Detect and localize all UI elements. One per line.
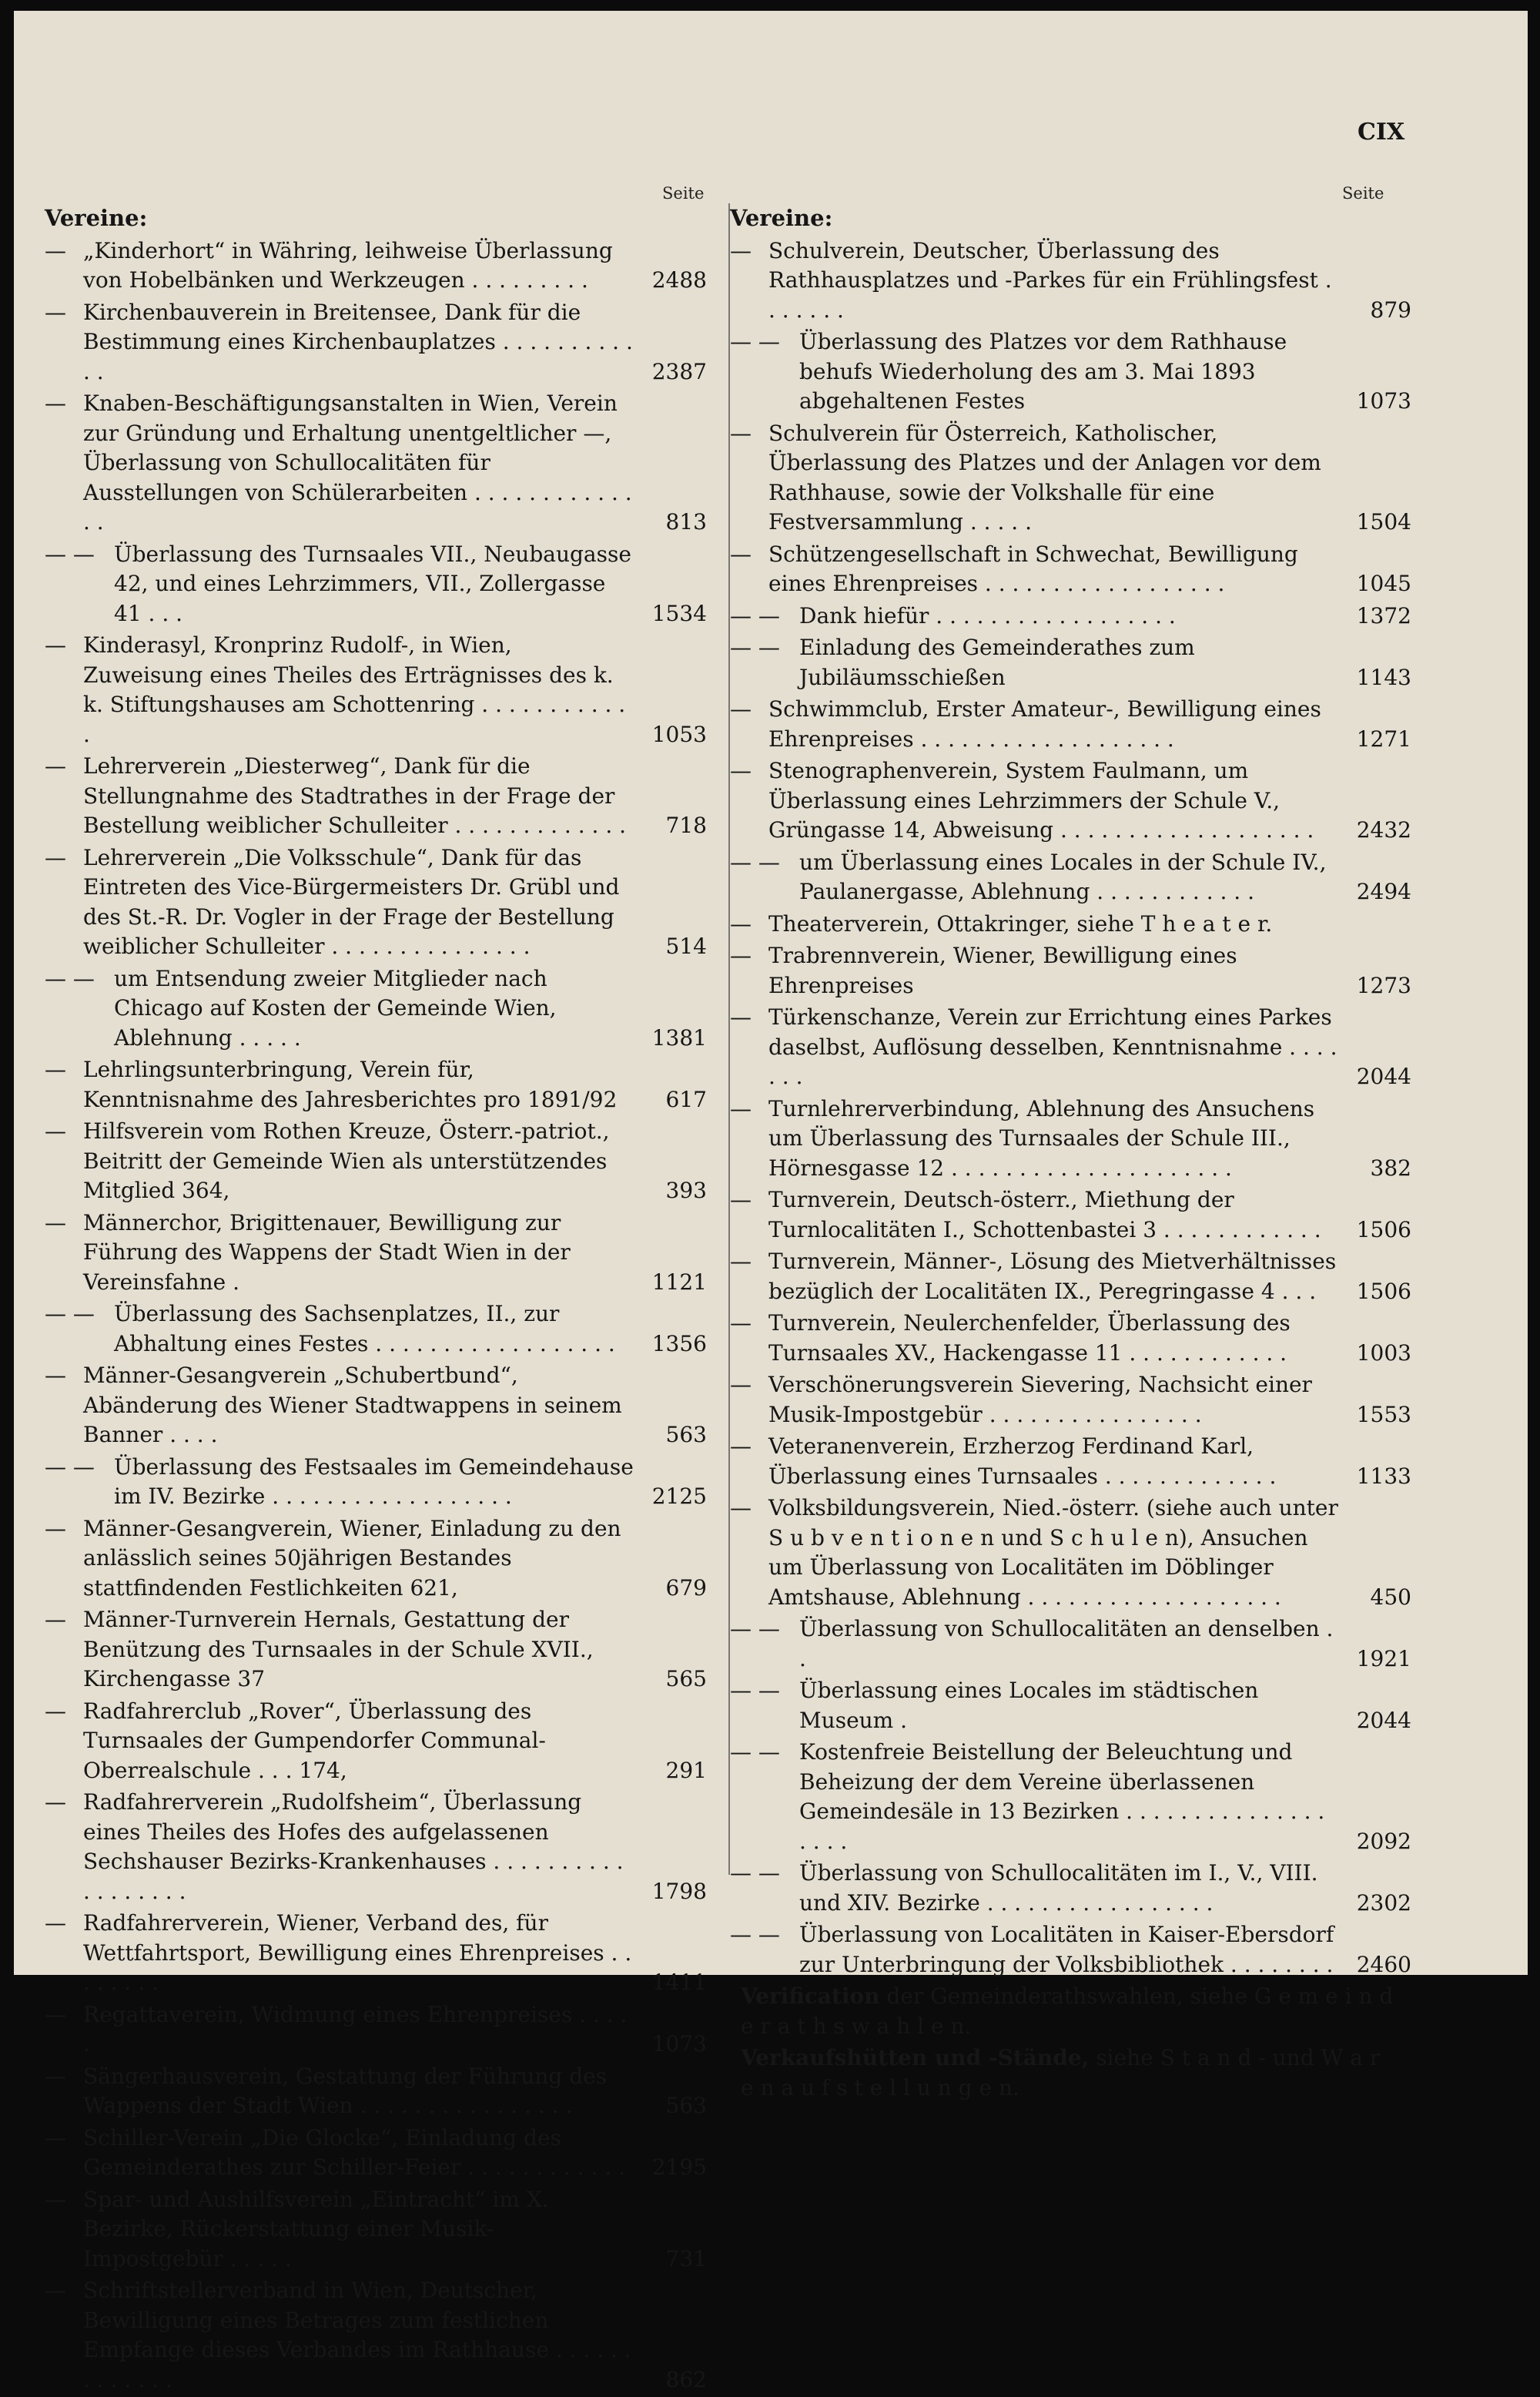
entry-dash: — xyxy=(730,1249,752,1274)
index-entry xyxy=(730,1247,1411,1306)
entry-dash: — xyxy=(45,1607,66,1632)
entry-dash: — xyxy=(730,910,752,937)
index-entry xyxy=(45,1117,707,1206)
index-entry xyxy=(45,389,707,538)
entry-text: Kirchenbauverein in Breitensee, Dank für die Bestimmung eines Kirchenbauplatzes . . . . . . . . . . . . xyxy=(83,299,633,384)
index-entry xyxy=(730,1309,1411,1368)
index-entry xyxy=(730,1738,1411,1856)
index-entry xyxy=(45,2062,707,2121)
entry-text: Männerchor, Brigittenauer, Bewilligung zur Führung des Wappens der Stadt Wien in der Vereinsfahne . xyxy=(83,1209,571,1295)
entry-text: Überlassung des Platzes vor dem Rathhause behufs Wiederholung des am 3. Mai 1893 abgehaltenen Festes xyxy=(799,329,1287,414)
entry-page-ref: 1073 xyxy=(1356,388,1411,414)
entry-dash: — xyxy=(45,1515,66,1541)
entry-page-ref: 1553 xyxy=(1356,1401,1411,1427)
entry-text: Lehrerverein „Diesterweg“, Dank für die Stellungnahme des Stadtrathes in der Frage der Bestellung weiblicher Schulleiter . . . . . . . . . . . . . xyxy=(83,753,627,838)
cross-reference-term: Verification xyxy=(741,1983,880,2009)
entry-text: Stenographenverein, System Faulmann, um Überlassung eines Lehrzimmers der Schule V., Grüngasse 14, Abweisung . . . . . . . . . . . . . . . . . . . xyxy=(768,758,1314,843)
entry-text: Überlassung des Turnsaales VII., Neubaugasse 42, und eines Lehrzimmers, VII., Zollergasse 41 . . . xyxy=(114,541,631,626)
entry-text: Überlassung von Schullocalitäten im I., V., VIII. und XIV. Bezirke . . . . . . . . . . . . . . . . . xyxy=(799,1860,1318,1916)
cross-reference-entry xyxy=(730,1982,1411,2041)
index-entry xyxy=(45,1788,707,1906)
entry-text: Sängerhausverein, Gestattung der Führung des Wappens der Stadt Wien . . . . . . . . . . . . . . . . xyxy=(83,2063,608,2118)
entry-text: Spar- und Aushilfsverein „Eintracht“ im X. Bezirke, Rückerstattung einer Musik-Impostgebür . . . . . xyxy=(83,2186,549,2271)
entry-dash: — xyxy=(45,391,66,416)
index-entry xyxy=(730,941,1411,1001)
entry-text: Verschönerungsverein Sievering, Nachsicht einer Musik-Impostgebür . . . . . . . . . . . . . . . . xyxy=(768,1372,1312,1427)
entry-page-ref: 2195 xyxy=(651,2154,707,2180)
entry-page-ref: 1121 xyxy=(651,1269,707,1295)
index-entry xyxy=(45,1453,707,1512)
entry-text: Regattaverein, Widmung eines Ehrenpreises . . . . . xyxy=(83,2001,628,2057)
entry-page-ref: 2432 xyxy=(1356,817,1411,843)
index-entry xyxy=(45,2000,707,2060)
entry-page-ref: 1356 xyxy=(651,1330,707,1356)
entry-dash: — xyxy=(730,1495,752,1520)
entry-page-ref: 862 xyxy=(665,2366,707,2392)
entry-text: Turnverein, Neulerchenfelder, Überlassung des Turnsaales XV., Hackengasse 11 . . . . . . . . . . . . xyxy=(768,1310,1291,1366)
entry-page-ref: 1271 xyxy=(1356,726,1411,752)
entry-dash: — — xyxy=(45,541,95,567)
entry-page-ref: 1506 xyxy=(1356,1278,1411,1304)
entry-dash: — xyxy=(730,541,752,567)
index-entry xyxy=(45,1055,707,1115)
entry-page-ref: 565 xyxy=(665,1666,707,1691)
entry-dash: — xyxy=(45,2001,66,2027)
entry-dash: — xyxy=(730,420,752,446)
entry-page-ref: 2044 xyxy=(1356,1707,1411,1733)
entry-dash: — xyxy=(45,753,66,779)
entry-page-ref: 1921 xyxy=(1356,1645,1411,1671)
entry-dash: — xyxy=(45,2124,66,2151)
entry-text: um Entsendung zweier Mitglieder nach Chicago auf Kosten der Gemeinde Wien, Ablehnung . . . . . xyxy=(114,965,557,1051)
entry-dash: — — xyxy=(730,602,780,629)
entry-dash: — xyxy=(730,1187,752,1212)
entry-page-ref: 1534 xyxy=(651,600,707,626)
entry-page-ref: 679 xyxy=(665,1574,707,1601)
entry-dash: — xyxy=(45,632,66,658)
entry-page-ref: 1381 xyxy=(651,1024,707,1051)
index-entry xyxy=(730,1494,1411,1612)
entry-page-ref: 813 xyxy=(665,509,707,535)
entry-page-ref: 382 xyxy=(1370,1155,1411,1181)
entry-page-ref: 1372 xyxy=(1356,602,1411,629)
entry-page-ref: 2460 xyxy=(1356,1951,1411,1977)
index-entry xyxy=(45,1605,707,1695)
index-entry xyxy=(730,1370,1411,1430)
entry-text: Männer-Gesangverein „Schubertbund“, Abänderung des Wiener Stadtwappens in seinem Banner . . . . xyxy=(83,1363,622,1447)
entry-dash: — xyxy=(730,758,752,783)
entry-dash: — — xyxy=(730,329,780,354)
entry-dash: — — xyxy=(730,849,780,875)
entry-text: Schriftstellerverband in Wien, Deutscher, Bewilligung eines Betrages zum festlichen Empfange dieses Verbandes im Rathhause . . . . . . . . . . . . . xyxy=(83,2278,631,2392)
entry-page-ref: 2302 xyxy=(1356,1889,1411,1916)
index-entry xyxy=(730,695,1411,754)
seite-label-right: Seite xyxy=(1342,184,1384,203)
entry-dash: — xyxy=(45,1057,66,1082)
index-entry xyxy=(45,298,707,387)
seite-label-left: Seite xyxy=(662,184,705,203)
entry-text: Einladung des Gemeinderathes zum Jubiläumsschießen xyxy=(799,635,1195,690)
entry-dash: — xyxy=(45,2063,66,2089)
entry-page-ref: 563 xyxy=(665,2093,707,2118)
entry-dash: — — xyxy=(730,1616,780,1641)
entry-dash: — xyxy=(45,1698,66,1724)
right-heading: Vereine: xyxy=(730,205,833,231)
left-column xyxy=(45,203,707,2397)
entry-text: Männer-Turnverein Hernals, Gestattung der Benützung des Turnsaales in der Schule XVII., Kirchengasse 37 xyxy=(83,1607,594,1691)
index-entry xyxy=(730,1185,1411,1245)
cross-reference-entry xyxy=(730,2043,1411,2103)
entry-page-ref: 2092 xyxy=(1356,1828,1411,1854)
entry-page-ref: 731 xyxy=(665,2245,707,2271)
entry-dash: — xyxy=(730,1004,752,1030)
entry-text: Veteranenverein, Erzherzog Ferdinand Karl, Überlassung eines Turnsaales . . . . . . . . . . . . . xyxy=(768,1433,1277,1489)
index-entry xyxy=(45,236,707,296)
entry-text: Männer-Gesangverein, Wiener, Einladung zu den anlässlich seines 50jährigen Bestandes stattfindenden Festlichkeiten 621, xyxy=(83,1515,621,1601)
index-entry xyxy=(730,1003,1411,1092)
cross-reference-text: siehe S t a n d - und W a r e n a u f s t e l l u n g e n. xyxy=(741,2045,1381,2100)
entry-text: Dank hiefür . . . . . . . . . . . . . . . . . . xyxy=(799,602,1176,629)
entry-page-ref: 617 xyxy=(665,1086,707,1112)
entry-dash: — xyxy=(45,2186,66,2212)
entry-dash: — xyxy=(730,237,752,263)
entry-page-ref: 2044 xyxy=(1356,1064,1411,1089)
entry-dash: — xyxy=(730,1372,752,1397)
entry-dash: — — xyxy=(730,1922,780,1947)
index-entry xyxy=(730,1676,1411,1735)
entry-dash: — xyxy=(45,2278,66,2303)
entry-text: Überlassung des Festsaales im Gemeindehause im IV. Bezirke . . . . . . . . . . . . . . . . . . xyxy=(114,1453,634,1509)
entry-text: Theaterverein, Ottakringer, siehe T h e a t e r. xyxy=(768,910,1273,937)
entry-page-ref: 1504 xyxy=(1356,509,1411,535)
entry-page-ref: 1133 xyxy=(1356,1463,1411,1489)
entry-page-ref: 450 xyxy=(1370,1584,1411,1610)
index-entry xyxy=(730,1859,1411,1918)
entry-dash: — xyxy=(730,1095,752,1121)
entry-page-ref: 1003 xyxy=(1356,1339,1411,1366)
entry-text: Trabrennverein, Wiener, Bewilligung eines Ehrenpreises xyxy=(768,943,1237,998)
entry-text: Radfahrerverein, Wiener, Verband des, für Wettfahrtsport, Bewilligung eines Ehrenpreises . . . . . . . . xyxy=(83,1910,632,1995)
index-entry xyxy=(45,1299,707,1359)
entry-text: Schiller-Verein „Die Glocke“, Einladung des Gemeinderathes zur Schiller-Feier . . . . . . . . . . . . xyxy=(83,2124,625,2180)
entry-dash: — xyxy=(730,1310,752,1336)
entry-text: Türkenschanze, Verein zur Errichtung eines Parkes daselbst, Auflösung desselben, Kenntnisnahme . . . . . . . xyxy=(768,1004,1337,1089)
index-entry xyxy=(730,236,1411,326)
entry-page-ref: 879 xyxy=(1370,297,1411,323)
entry-dash: — — xyxy=(730,1739,780,1765)
entry-text: Kostenfreie Beistellung der Beleuchtung und Beheizung der dem Vereine überlassenen Gemeindesäle in 13 Bezirken . . . . . . . . . . . . . . . . . . . xyxy=(799,1739,1325,1854)
entry-text: Überlassung des Sachsenplatzes, II., zur Abhaltung eines Festes . . . . . . . . . . . . . . . . . . xyxy=(114,1301,615,1356)
entry-page-ref: 1506 xyxy=(1356,1216,1411,1242)
index-entry xyxy=(45,2185,707,2275)
index-entry xyxy=(45,2124,707,2183)
cross-reference-term: Verkaufshütten und -Stände, xyxy=(741,2045,1090,2070)
entry-dash: — xyxy=(45,1910,66,1936)
index-entry xyxy=(730,848,1411,907)
entry-page-ref: 1073 xyxy=(651,2031,707,2057)
entry-text: Turnlehrerverbindung, Ablehnung des Ansuchens um Überlassung des Turnsaales der Schule III., Hörnesgasse 12 . . . . . . . . . . . . . . . . . . . . . xyxy=(768,1095,1315,1181)
entry-text: Schulverein, Deutscher, Überlassung des Rathhausplatzes und -Parkes für ein Frühlingsfest . . . . . . . xyxy=(768,237,1332,323)
index-entry xyxy=(45,2276,707,2395)
entry-text: Volksbildungsverein, Nied.-österr. (siehe auch unter S u b v e n t i o n e n und S c h u l e n), Ansuchen um Überlassung von Localitäten im Döblinger Amtshause, Ablehnung . . . . . . . . . . . . . . . . . . . xyxy=(768,1495,1338,1610)
index-entry xyxy=(45,1514,707,1604)
entry-text: Lehrlingsunterbringung, Verein für, Kenntnisnahme des Jahresberichtes pro 1891/92 xyxy=(83,1057,618,1112)
entry-dash: — xyxy=(730,943,752,968)
entry-dash: — xyxy=(45,1363,66,1388)
cross-reference-text: der Gemeinderathswahlen, siehe G e m e i n d e r a t h s w a h l e n. xyxy=(741,1983,1394,2039)
entry-dash: — xyxy=(730,696,752,722)
entry-dash: — xyxy=(45,1118,66,1144)
entry-dash: — — xyxy=(45,965,95,991)
entry-text: Hilfsverein vom Rothen Kreuze, Österr.-patriot., Beitritt der Gemeinde Wien als unterstützendes Mitglied 364, xyxy=(83,1118,610,1203)
entry-dash: — xyxy=(45,1789,66,1815)
entry-text: Überlassung eines Locales im städtischen Museum . xyxy=(799,1678,1259,1733)
entry-text: Schützengesellschaft in Schwechat, Bewilligung eines Ehrenpreises . . . . . . . . . . . . . . . . . . xyxy=(768,541,1298,596)
entry-dash: — xyxy=(45,844,66,870)
index-entry xyxy=(730,602,1411,632)
index-entry xyxy=(730,633,1411,692)
entry-text: Knaben-Beschäftigungsanstalten in Wien, Verein zur Gründung und Erhaltung unentgeltlicher —, Überlassung von Schullocalitäten für Ausstellungen von Schülerarbeiten . . . . . . . . . . . . . . xyxy=(83,391,632,535)
index-entry xyxy=(45,1697,707,1786)
index-page xyxy=(14,11,1528,2392)
entry-text: Radfahrerclub „Rover“, Überlassung des Turnsaales der Gumpendorfer Communal-Oberrealschule . . . 174, xyxy=(83,1698,546,1783)
entry-text: Kinderasyl, Kronprinz Rudolf-, in Wien, Zuweisung eines Theiles des Erträgnisses des k. k. Stiftungshauses am Schottenring . . . . . . . . . . . . xyxy=(83,632,626,747)
index-entry xyxy=(45,1209,707,1298)
index-entry xyxy=(730,1614,1411,1674)
index-entry xyxy=(45,843,707,962)
entry-text: Turnverein, Deutsch-österr., Miethung der Turnlocalitäten I., Schottenbastei 3 . . . . . . . . . . . . xyxy=(768,1187,1321,1242)
entry-dash: — — xyxy=(730,1860,780,1886)
index-entry xyxy=(730,419,1411,538)
entry-page-ref: 393 xyxy=(665,1178,707,1203)
entry-text: „Kinderhort“ in Währing, leihweise Überlassung von Hobelbänken und Werkzeugen . . . . . . . . . xyxy=(83,237,613,293)
index-entry xyxy=(730,1432,1411,1491)
index-entry xyxy=(730,910,1411,940)
entry-text: Schwimmclub, Erster Amateur-, Bewilligung eines Ehrenpreises . . . . . . . . . . . . . . . . . . . xyxy=(768,696,1321,752)
index-entry xyxy=(730,1095,1411,1184)
entry-page-ref: 2488 xyxy=(651,267,707,293)
index-entry xyxy=(45,1361,707,1450)
index-entry xyxy=(45,964,707,1054)
entry-dash: — xyxy=(730,1433,752,1459)
entry-text: Schulverein für Österreich, Katholischer, Überlassung des Platzes und der Anlagen vor dem Rathhause, sowie der Volkshalle für eine Festversammlung . . . . . xyxy=(768,420,1321,535)
index-entry xyxy=(45,540,707,629)
entry-dash: — xyxy=(45,237,66,263)
entry-page-ref: 1053 xyxy=(651,721,707,747)
entry-dash: — — xyxy=(730,1678,780,1703)
entry-page-ref: 1045 xyxy=(1356,571,1411,596)
entry-page-ref: 1798 xyxy=(651,1878,707,1904)
entry-page-ref: 1273 xyxy=(1356,972,1411,998)
entry-page-ref: 2387 xyxy=(651,358,707,384)
entry-dash: — xyxy=(45,1209,66,1235)
index-entry xyxy=(45,752,707,841)
entry-page-ref: 514 xyxy=(665,934,707,959)
entry-dash: — — xyxy=(45,1301,95,1326)
entry-text: Überlassung von Schullocalitäten an denselben . . xyxy=(799,1616,1334,1671)
entry-page-ref: 291 xyxy=(665,1757,707,1783)
index-entry xyxy=(45,631,707,749)
entry-dash: — xyxy=(45,299,66,325)
entry-page-ref: 563 xyxy=(665,1422,707,1447)
entry-text: Turnverein, Männer-, Lösung des Mietverhältnisses bezüglich der Localitäten IX., Peregringasse 4 . . . xyxy=(768,1249,1337,1304)
page-number: CIX xyxy=(1358,119,1405,146)
entry-page-ref: 718 xyxy=(665,813,707,838)
index-entry xyxy=(730,756,1411,846)
entry-text: Radfahrerverein „Rudolfsheim“, Überlassung eines Theiles des Hofes des aufgelassenen Sechshauser Bezirks-Krankenhauses . . . . . . . . . . . . . . . . . . xyxy=(83,1789,624,1904)
entry-text: Überlassung von Localitäten in Kaiser-Ebersdorf zur Unterbringung der Volksbibliothek . . . . . . . . xyxy=(799,1922,1334,1977)
index-entry xyxy=(730,1920,1411,1980)
index-entry xyxy=(730,327,1411,417)
entry-page-ref: 1411 xyxy=(651,1970,707,1995)
entry-page-ref: 2494 xyxy=(1356,879,1411,904)
index-entry xyxy=(45,1909,707,1998)
left-heading: Vereine: xyxy=(45,205,148,231)
right-column xyxy=(730,203,1411,2105)
index-entry xyxy=(730,540,1411,599)
entry-dash: — — xyxy=(45,1453,95,1480)
entry-page-ref: 1143 xyxy=(1356,664,1411,690)
entry-text: um Überlassung eines Locales in der Schule IV., Paulanergasse, Ablehnung . . . . . . . . . . . . xyxy=(799,849,1327,904)
entry-text: Lehrerverein „Die Volksschule“, Dank für das Eintreten des Vice-Bürgermeisters Dr. Grübl und des St.-R. Dr. Vogler in der Frage der Bestellung weiblicher Schulleiter . . . . . . . . . . . . . . . xyxy=(83,844,620,959)
entry-dash: — — xyxy=(730,635,780,660)
entry-page-ref: 2125 xyxy=(651,1483,707,1509)
